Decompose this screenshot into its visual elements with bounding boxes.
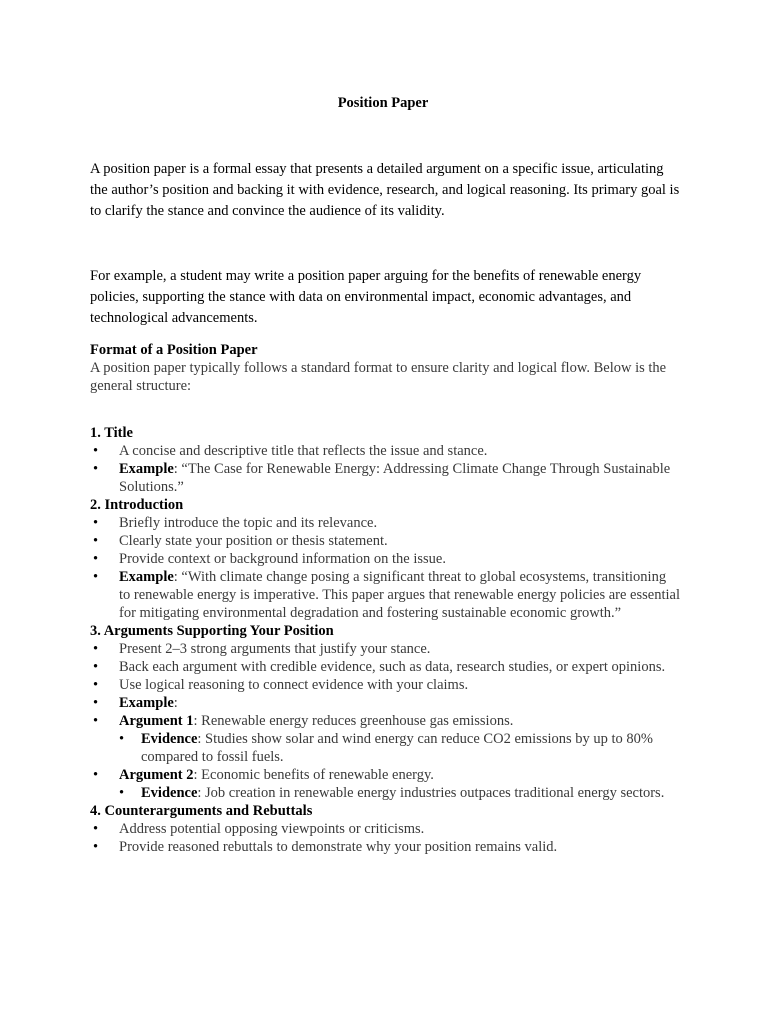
bullet-icon: • (93, 569, 99, 585)
list-item-label: Example (119, 461, 174, 477)
sub-list-item (119, 784, 680, 802)
bullet-icon: • (93, 551, 99, 567)
list-item (90, 532, 680, 550)
list-item (90, 838, 680, 856)
list-item-text: A concise and descriptive title that reflects the issue and stance. (119, 443, 488, 459)
bullet-icon: • (93, 533, 99, 549)
section-heading-title: 1. Title (90, 425, 133, 441)
bullet-icon: • (93, 677, 99, 693)
section-heading-arguments: 3. Arguments Supporting Your Position (90, 623, 334, 639)
list-item-text: : Studies show solar and wind energy can reduce CO2 emissions by up to 80% compared to fossil fuels. (141, 731, 654, 765)
bullet-icon: • (93, 839, 99, 855)
sub-bullet-list (119, 730, 680, 766)
list-item (90, 460, 680, 496)
list-item (90, 550, 680, 568)
format-heading: Format of a Position Paper (90, 342, 258, 358)
list-item-text: : “With climate change posing a significant threat to global ecosystems, transitioning to renewable energy is imperative. This paper argues that renewable energy policies are essential for mitigating environmental degradation and fostering sustainable economic growth.” (119, 569, 680, 621)
section-heading-counterarguments: 4. Counterarguments and Rebuttals (90, 803, 313, 819)
format-section (90, 341, 680, 395)
bullet-icon: • (119, 785, 125, 801)
list-item-text: Present 2–3 strong arguments that justify your stance. (119, 641, 431, 657)
bullet-icon: • (93, 767, 99, 783)
example-paragraph: For example, a student may write a position paper arguing for the benefits of renewable energy policies, supporting the stance with data on environmental impact, economic advantages, and technological advancements. (90, 268, 642, 326)
list-item-label: Example (119, 695, 174, 711)
section-heading-introduction: 2. Introduction (90, 497, 184, 513)
bullet-icon: • (93, 515, 99, 531)
format-intro: A position paper typically follows a standard format to ensure clarity and logical flow. Below is the general structure: (90, 360, 667, 394)
list-item-text: Provide context or background information on the issue. (119, 551, 446, 567)
arguments-bullet-list (90, 640, 680, 802)
list-item-text: : Renewable energy reduces greenhouse gas emissions. (193, 713, 514, 729)
bullet-icon: • (93, 443, 99, 459)
sub-bullet-list (119, 784, 680, 802)
bullet-icon: • (93, 659, 99, 675)
list-item-label: Argument 1 (119, 713, 194, 729)
bullet-icon: • (93, 695, 99, 711)
counterarguments-bullet-list (90, 820, 680, 856)
list-item (90, 676, 680, 694)
list-item-text: Back each argument with credible evidence, such as data, research studies, or expert opinions. (119, 659, 666, 675)
list-item-text: Briefly introduce the topic and its relevance. (119, 515, 378, 531)
list-item-text: Clearly state your position or thesis statement. (119, 533, 388, 549)
list-item-text: Use logical reasoning to connect evidence with your claims. (119, 677, 469, 693)
bullet-icon: • (93, 713, 99, 729)
introduction-bullet-list (90, 514, 680, 622)
title-bullet-list (90, 442, 680, 496)
list-item-label: Evidence (141, 731, 198, 747)
page-title: Position Paper (337, 95, 429, 111)
list-item (90, 658, 680, 676)
list-item (90, 640, 680, 658)
list-item-text: : “The Case for Renewable Energy: Addressing Climate Change Through Sustainable Solutions.” (119, 461, 671, 495)
list-item-text: Address potential opposing viewpoints or criticisms. (119, 821, 425, 837)
list-item-text: : (173, 695, 178, 711)
list-item-text: Provide reasoned rebuttals to demonstrate why your position remains valid. (119, 839, 558, 855)
list-item-label: Example (119, 569, 174, 585)
structure-sections (90, 424, 680, 856)
list-item-text: : Economic benefits of renewable energy. (193, 767, 434, 783)
list-item (90, 568, 680, 622)
list-item (90, 694, 680, 712)
list-item-label: Evidence (141, 785, 198, 801)
list-item (90, 766, 680, 802)
bullet-icon: • (119, 731, 125, 747)
list-item (90, 820, 680, 838)
intro-paragraph: A position paper is a formal essay that presents a detailed argument on a specific issue, articulating the author’s position and backing it with evidence, research, and logical reasoning. Its primary goal is to clarify the stance and convince the audience of its validity. (90, 161, 680, 219)
sub-list-item (119, 730, 680, 766)
bullet-icon: • (93, 641, 99, 657)
list-item (90, 712, 680, 766)
list-item-text: : Job creation in renewable energy industries outpaces traditional energy sectors. (197, 785, 665, 801)
bullet-icon: • (93, 461, 99, 477)
list-item (90, 514, 680, 532)
list-item-label: Argument 2 (119, 767, 194, 783)
bullet-icon: • (93, 821, 99, 837)
list-item (90, 442, 680, 460)
